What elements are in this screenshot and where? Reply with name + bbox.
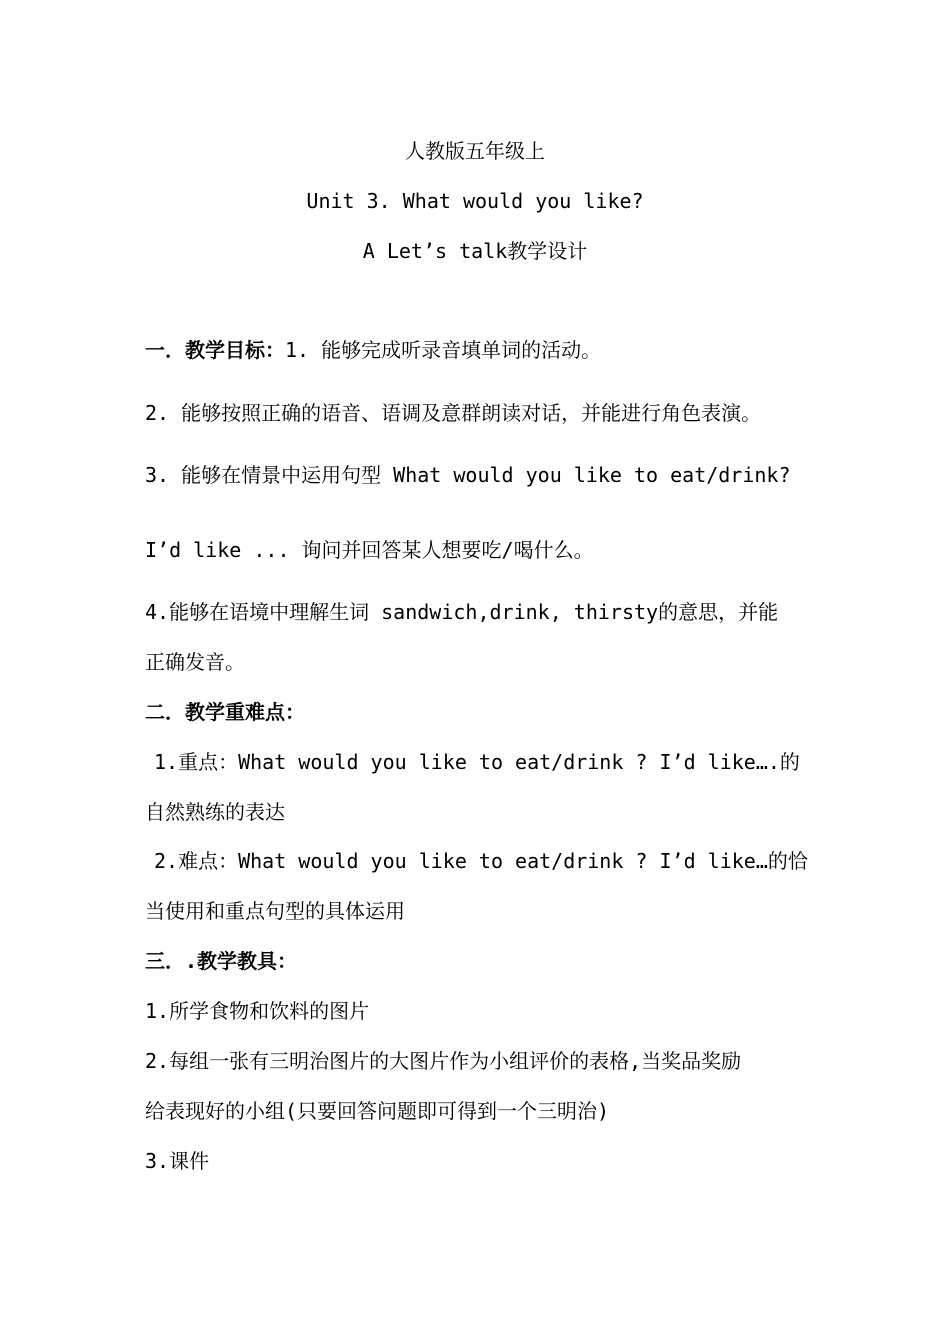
title-lesson: A Let’s talk教学设计 <box>362 239 588 263</box>
aids-item-2-line-2: 给表现好的小组(只要回答问题即可得到一个三明治) <box>145 1099 610 1123</box>
aids-title: 三．.教学教具： <box>145 949 298 973</box>
goals-item-3-line-2: I’d like ... 询问并回答某人想要吃/喝什么。 <box>145 538 594 562</box>
keypoints-item-1-line-1: 1.重点：What would you like to eat/drink ? I’d like….的 <box>154 750 800 774</box>
goals-line-1 <box>145 336 835 364</box>
keypoints-title: 二．教学重难点： <box>145 700 305 724</box>
goals-item-1: 1. 能够完成听录音填单词的活动。 <box>285 338 602 362</box>
keypoints-item-2-line-2: 当使用和重点句型的具体运用 <box>145 899 405 923</box>
keypoints-item-2-line-1: 2.难点：What would you like to eat/drink ? I’d like…的恰 <box>154 849 808 873</box>
title-unit: Unit 3. What would you like? <box>306 189 644 213</box>
aids-item-1: 1.所学食物和饮料的图片 <box>145 999 370 1023</box>
goals-item-4-line-2: 正确发音。 <box>145 650 245 674</box>
aids-item-2-line-1: 2.每组一张有三明治图片的大图片作为小组评价的表格,当奖品奖励 <box>145 1049 742 1073</box>
goals-title: 一．教学目标： <box>145 338 285 362</box>
title-grade: 人教版五年级上 <box>405 139 545 163</box>
goals-item-2: 2. 能够按照正确的语音、语调及意群朗读对话，并能进行角色表演。 <box>145 401 762 425</box>
aids-item-3: 3.课件 <box>145 1149 210 1173</box>
keypoints-item-1-line-2: 自然熟练的表达 <box>145 800 285 824</box>
goals-item-4-line-1: 4.能够在语境中理解生词 sandwich,drink, thirsty的意思，并能 <box>145 600 779 624</box>
goals-item-3-line-1: 3. 能够在情景中运用句型 What would you like to eat/drink? <box>145 463 791 487</box>
